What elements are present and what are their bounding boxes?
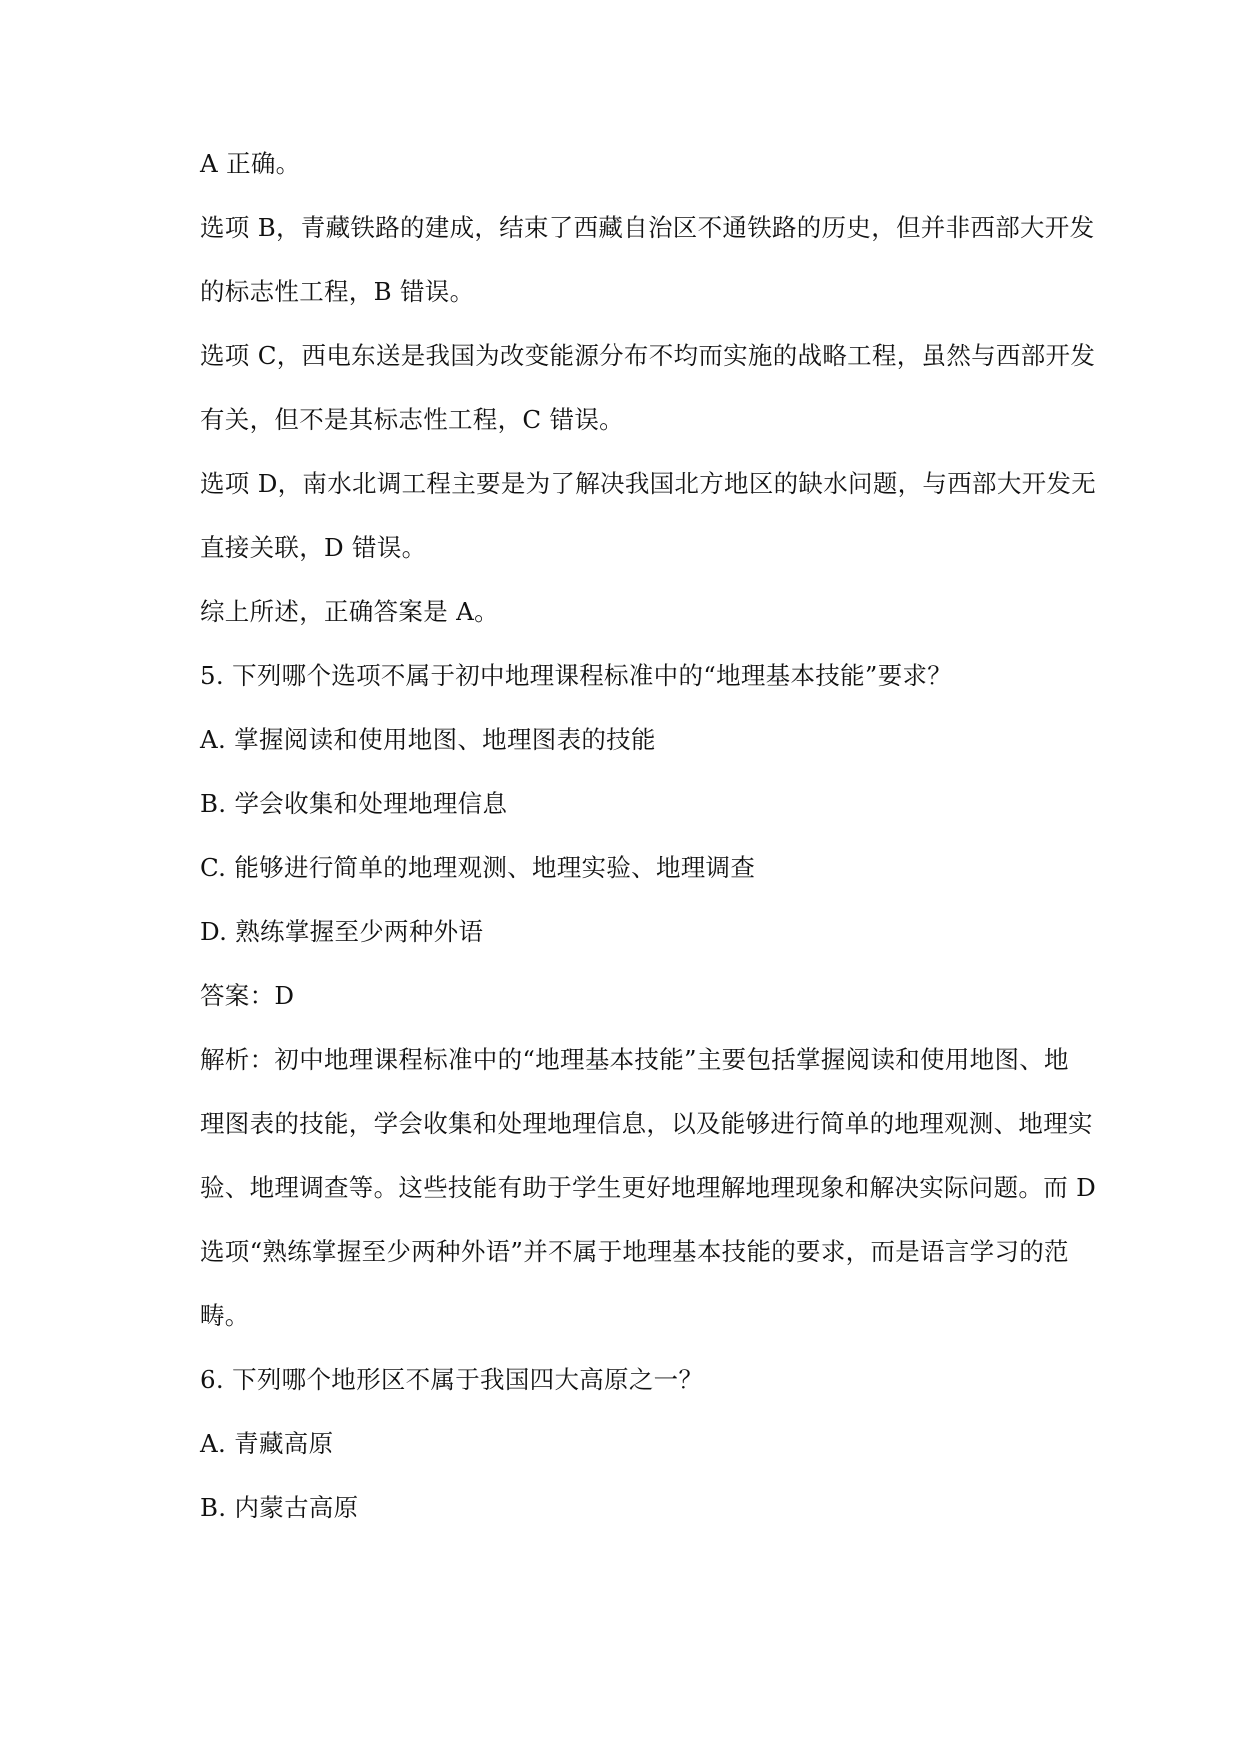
text-line-option-c-explanation: 选项 C，西电东送是我国为改变能源分布不均而实施的战略工程，虽然与西部开发 — [200, 341, 1096, 370]
question-5-analysis: 解析：初中地理课程标准中的“地理基本技能”主要包括掌握阅读和使用地图、地 — [200, 1045, 1069, 1074]
question-5-option-b: B. 学会收集和处理地理信息 — [200, 789, 508, 818]
question-5-answer: 答案：D — [200, 981, 295, 1010]
question-6-option-a: A. 青藏高原 — [200, 1429, 334, 1458]
question-5-stem: 5. 下列哪个选项不属于初中地理课程标准中的“地理基本技能”要求？ — [200, 661, 953, 690]
document-body — [200, 144, 1097, 1552]
text-line-summary: 综上所述，正确答案是 A。 — [200, 597, 499, 626]
question-5-option-c: C. 能够进行简单的地理观测、地理实验、地理调查 — [200, 853, 756, 882]
text-line-option-b-explanation: 选项 B，青藏铁路的建成，结束了西藏自治区不通铁路的历史，但并非西部大开发 — [200, 213, 1095, 242]
question-5-option-d: D. 熟练掌握至少两种外语 — [200, 917, 484, 946]
question-5-analysis-cont-2: 验、地理调查等。这些技能有助于学生更好地理解地理现象和解决实际问题。而 D — [200, 1173, 1097, 1202]
text-line-answer-a-correct: A 正确。 — [200, 149, 301, 178]
text-line-option-d-explanation-cont: 直接关联，D 错误。 — [200, 533, 427, 562]
text-line-option-d-explanation: 选项 D，南水北调工程主要是为了解决我国北方地区的缺水问题，与西部大开发无 — [200, 469, 1097, 498]
question-5-analysis-cont-1: 理图表的技能，学会收集和处理地理信息，以及能够进行简单的地理观测、地理实 — [200, 1109, 1093, 1138]
text-line-option-b-explanation-cont: 的标志性工程，B 错误。 — [200, 277, 475, 306]
question-6-stem: 6. 下列哪个地形区不属于我国四大高原之一？ — [200, 1365, 704, 1394]
question-5-option-a: A. 掌握阅读和使用地图、地理图表的技能 — [200, 725, 656, 754]
question-5-analysis-cont-4: 畴。 — [200, 1301, 250, 1330]
question-5-analysis-cont-3: 选项“熟练掌握至少两种外语”并不属于地理基本技能的要求，而是语言学习的范 — [200, 1237, 1069, 1266]
text-line-option-c-explanation-cont: 有关，但不是其标志性工程，C 错误。 — [200, 405, 624, 434]
question-6-option-b: B. 内蒙古高原 — [200, 1493, 359, 1522]
